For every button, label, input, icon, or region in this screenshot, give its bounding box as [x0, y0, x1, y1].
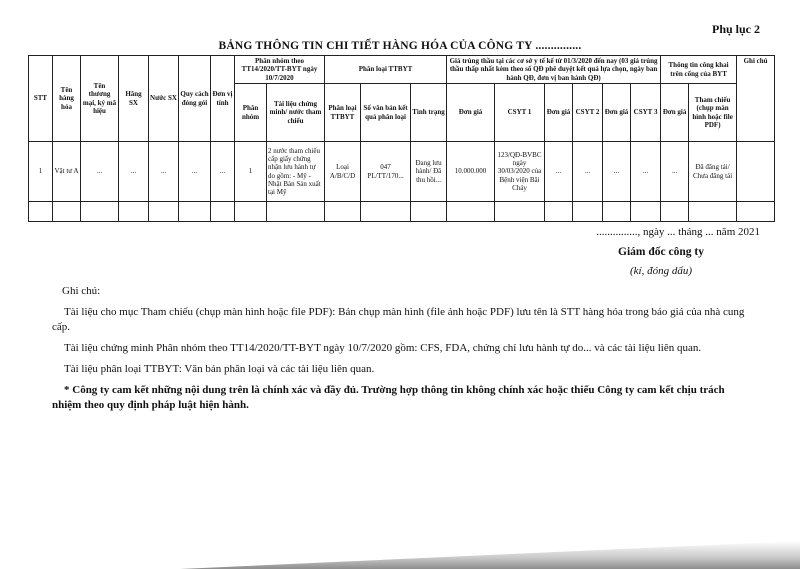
cell-csyt-3: ...	[631, 142, 661, 202]
col-so-van-ban: Số văn bản kết quả phân loại	[361, 84, 411, 142]
empty-cell	[631, 202, 661, 222]
empty-cell	[179, 202, 211, 222]
cell-hang-sx: ...	[119, 142, 149, 202]
cell-don-gia-1: 10.000.000	[447, 142, 495, 202]
goods-detail-table	[28, 55, 775, 222]
cell-quy-cach: ...	[179, 142, 211, 202]
cell-don-vi-tinh: ...	[211, 142, 235, 202]
cell-don-gia-3: ...	[603, 142, 631, 202]
table-row-empty	[29, 202, 775, 222]
table-row	[29, 142, 775, 202]
note-phan-nhom: Tài liệu chứng minh Phân nhóm theo TT14/2020/TT-BYT ngày 10/7/2020 gồm: CFS, FDA, chứng chỉ lưu hành tự do... và các tài liệu liên quan.	[64, 342, 702, 354]
signature-instruction: (kí, đóng dấu)	[629, 265, 692, 277]
col-hang-sx: Hãng SX	[119, 56, 149, 142]
cell-ten-hang-hoa: Vật tư A	[53, 142, 81, 202]
col-quy-cach: Quy cách đóng gói	[179, 56, 211, 142]
cell-so-van-ban: 047 PL/TT/170...	[361, 142, 411, 202]
empty-cell	[267, 202, 325, 222]
col-nuoc-sx: Nước SX	[149, 56, 179, 142]
empty-cell	[81, 202, 119, 222]
empty-cell	[447, 202, 495, 222]
commitment-statement: * Công ty cam kết những nội dung trên là chính xác và đầy đủ. Trường hợp thông tin không chính xác hoặc thiếu Công ty cam kết chịu trách nhiệm theo quy định pháp luật hiện hành.	[52, 384, 725, 411]
col-csyt-3: CSYT 3	[631, 84, 661, 142]
cell-csyt-2: ...	[573, 142, 603, 202]
empty-cell	[235, 202, 267, 222]
group-phan-nhom: Phân nhóm theo TT14/2020/TT-BYT ngày 10/7/2020	[235, 56, 325, 84]
appendix-label: Phụ lục 2	[711, 22, 760, 36]
col-don-gia-byt: Đơn giá	[661, 84, 689, 142]
empty-cell	[573, 202, 603, 222]
empty-cell	[53, 202, 81, 222]
empty-cell	[545, 202, 573, 222]
cell-don-gia-byt: ...	[661, 142, 689, 202]
empty-cell	[211, 202, 235, 222]
col-phan-nhom: Phân nhóm	[235, 84, 267, 142]
cell-stt: 1	[29, 142, 53, 202]
cell-tham-chieu: Đã đăng tải/ Chưa đăng tải	[689, 142, 737, 202]
cell-csyt-1: 123/QĐ-BVBC ngày 30/03/2020 của Bệnh viện Bãi Cháy	[495, 142, 545, 202]
group-thong-tin-byt: Thông tin công khai trên cổng của BYT	[661, 56, 737, 84]
col-ghi-chu: Ghi chú	[737, 56, 775, 142]
cell-nuoc-sx: ...	[149, 142, 179, 202]
empty-cell	[119, 202, 149, 222]
cell-ten-thuong-mai: ...	[81, 142, 119, 202]
col-tinh-trang: Tình trạng	[411, 84, 447, 142]
date-line: ..............., ngày ... tháng ... năm 2021	[596, 226, 760, 238]
notes-section	[52, 284, 752, 419]
col-don-vi-tinh: Đơn vị tính	[211, 56, 235, 142]
col-don-gia-2: Đơn giá	[545, 84, 573, 142]
empty-cell	[737, 202, 775, 222]
col-ten-thuong-mai: Tên thương mại, ký mã hiệu	[81, 56, 119, 142]
col-don-gia-1: Đơn giá	[447, 84, 495, 142]
empty-cell	[495, 202, 545, 222]
cell-don-gia-2: ...	[545, 142, 573, 202]
empty-cell	[325, 202, 361, 222]
empty-cell	[411, 202, 447, 222]
scan-edge-shadow	[180, 541, 800, 569]
cell-phan-nhom: 1	[235, 142, 267, 202]
cell-tinh-trang: Đang lưu hành/ Đã thu hồi...	[411, 142, 447, 202]
col-csyt-2: CSYT 2	[573, 84, 603, 142]
cell-tai-lieu-chung-minh: 2 nước tham chiếu cấp giấy chứng nhận lưu hành tự do gồm: - Mỹ - Nhật Bản Sản xuất tại Mỹ	[267, 142, 325, 202]
col-stt: STT	[29, 56, 53, 142]
col-ten-hang-hoa: Tên hàng hóa	[53, 56, 81, 142]
empty-cell	[689, 202, 737, 222]
empty-cell	[29, 202, 53, 222]
note-tham-chieu: Tài liệu cho mục Tham chiếu (chụp màn hình hoặc file PDF): Bản chụp màn hình (file ảnh hoặc PDF) lưu tên là STT hàng hóa trong báo giá của nhà cung cấp.	[52, 306, 745, 333]
empty-cell	[603, 202, 631, 222]
empty-cell	[149, 202, 179, 222]
col-don-gia-3: Đơn giá	[603, 84, 631, 142]
col-phan-loai-ttbyt: Phân loại TTBYT	[325, 84, 361, 142]
empty-cell	[361, 202, 411, 222]
note-phan-loai: Tài liệu phân loại TTBYT: Văn bản phân loại và các tài liệu liên quan.	[64, 363, 375, 375]
col-csyt-1: CSYT 1	[495, 84, 545, 142]
group-phan-loai: Phân loại TTBYT	[325, 56, 447, 84]
document-title: BẢNG THÔNG TIN CHI TIẾT HÀNG HÓA CỦA CÔNG TY ...............	[218, 40, 582, 52]
cell-ghi-chu	[737, 142, 775, 202]
director-title: Giám đốc công ty	[618, 246, 704, 258]
group-gia-trung-thau: Giá trúng thầu tại các cơ sở y tế kể từ 01/3/2020 đến nay (03 giá trúng thầu thấp nhất kèm theo số QĐ phê duyệt kết quả lựa chọn, ngày ban hành QĐ, đơn vị ban hành QĐ)	[447, 56, 661, 84]
col-tai-lieu-chung-minh: Tài liệu chứng minh/ nước tham chiếu	[267, 84, 325, 142]
cell-phan-loai-ttbyt: Loại A/B/C/D	[325, 142, 361, 202]
col-tham-chieu: Tham chiếu (chụp màn hình hoặc file PDF)	[689, 84, 737, 142]
empty-cell	[661, 202, 689, 222]
notes-label: Ghi chú:	[62, 285, 101, 297]
